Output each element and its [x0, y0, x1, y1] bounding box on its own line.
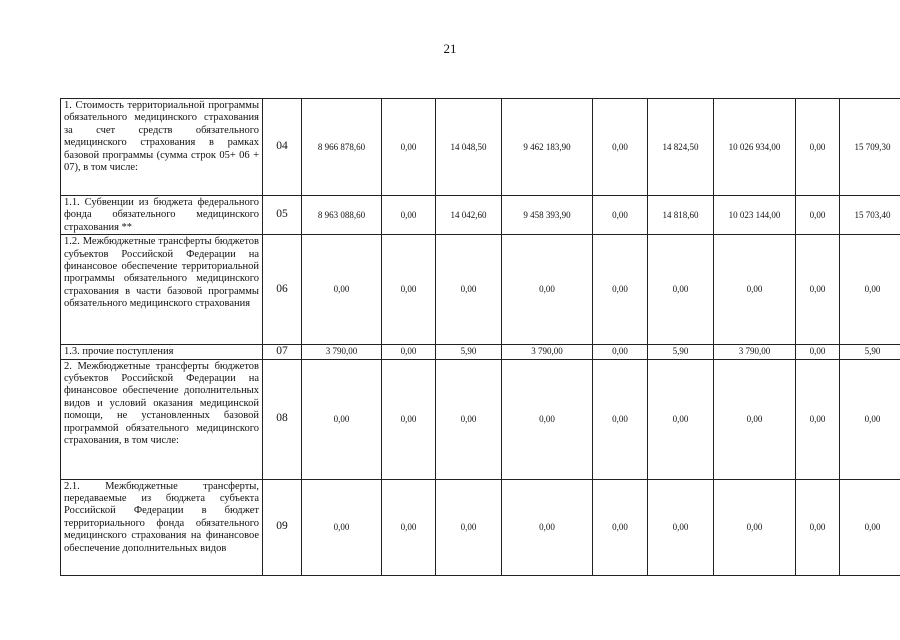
row-code: 07 [263, 345, 302, 359]
row-value: 0,00 [648, 479, 714, 575]
row-value: 0,00 [840, 359, 900, 479]
row-code: 09 [263, 479, 302, 575]
row-value: 0,00 [502, 479, 593, 575]
row-code: 04 [263, 99, 302, 196]
row-value: 10 023 144,00 [714, 196, 796, 235]
row-value: 0,00 [502, 235, 593, 345]
row-name: 1.2. Межбюджетные трансферты бюджетов субъектов Российской Федерации на финансовое обеспечение территориальной программы обязательного медицинского страхования в части базовой программы обязательного медицинского страхования [61, 235, 263, 345]
row-value: 0,00 [382, 196, 436, 235]
row-value: 10 026 934,00 [714, 99, 796, 196]
row-value: 8 966 878,60 [302, 99, 382, 196]
row-value: 0,00 [796, 479, 840, 575]
row-value: 0,00 [382, 345, 436, 359]
row-name: 1.3. прочие поступления [61, 345, 263, 359]
row-value: 0,00 [593, 196, 648, 235]
row-value: 0,00 [436, 479, 502, 575]
row-value: 0,00 [302, 479, 382, 575]
row-value: 14 042,60 [436, 196, 502, 235]
row-value: 0,00 [840, 235, 900, 345]
row-code: 08 [263, 359, 302, 479]
row-value: 0,00 [648, 359, 714, 479]
row-value: 0,00 [593, 99, 648, 196]
row-value: 9 458 393,90 [502, 196, 593, 235]
row-value: 0,00 [648, 235, 714, 345]
row-value: 0,00 [714, 235, 796, 345]
row-value: 0,00 [302, 235, 382, 345]
financing-table [60, 98, 900, 576]
table-row [61, 99, 900, 196]
row-value: 0,00 [436, 359, 502, 479]
table-row [61, 235, 900, 345]
row-value: 0,00 [382, 235, 436, 345]
page-number: 21 [443, 41, 457, 56]
row-value: 0,00 [796, 99, 840, 196]
row-value: 3 790,00 [502, 345, 593, 359]
row-value: 5,90 [648, 345, 714, 359]
row-value: 14 818,60 [648, 196, 714, 235]
row-value: 0,00 [796, 345, 840, 359]
row-value: 0,00 [796, 196, 840, 235]
row-value: 0,00 [714, 359, 796, 479]
row-name: 1. Стоимость территориальной программы обязательного медицинского страхования за счет средств обязательного медицинского страхования в рамках базовой программы (сумма строк 05+ 06 + 07), в том числе: [61, 99, 263, 196]
row-value: 15 703,40 [840, 196, 900, 235]
row-value: 0,00 [796, 235, 840, 345]
table-row [61, 196, 900, 235]
row-value: 0,00 [593, 359, 648, 479]
row-value: 0,00 [382, 479, 436, 575]
row-value: 0,00 [593, 345, 648, 359]
row-value: 3 790,00 [714, 345, 796, 359]
row-value: 0,00 [796, 359, 840, 479]
row-value: 8 963 088,60 [302, 196, 382, 235]
row-name: 2. Межбюджетные трансферты бюджетов субъектов Российской Федерации на финансовое обеспечение дополнительных видов и условий оказания медицинской помощи, не установленных базовой программой обязательного медицинского страхования, в том числе: [61, 359, 263, 479]
row-value: 0,00 [436, 235, 502, 345]
row-code: 06 [263, 235, 302, 345]
row-value: 3 790,00 [302, 345, 382, 359]
row-value: 9 462 183,90 [502, 99, 593, 196]
table-row [61, 359, 900, 479]
row-value: 14 048,50 [436, 99, 502, 196]
row-value: 0,00 [840, 479, 900, 575]
row-value: 14 824,50 [648, 99, 714, 196]
row-value: 0,00 [382, 359, 436, 479]
table-row [61, 345, 900, 359]
row-value: 0,00 [593, 479, 648, 575]
table-row [61, 479, 900, 575]
row-value: 15 709,30 [840, 99, 900, 196]
row-value: 5,90 [840, 345, 900, 359]
row-code: 05 [263, 196, 302, 235]
row-value: 0,00 [593, 235, 648, 345]
row-name: 2.1. Межбюджетные трансферты, передаваемые из бюджета субъекта Российской Федерации в бюджет территориального фонда обязательного медицинского страхования на финансовое обеспечение дополнительных видов [61, 479, 263, 575]
row-value: 0,00 [714, 479, 796, 575]
row-value: 0,00 [382, 99, 436, 196]
row-value: 5,90 [436, 345, 502, 359]
row-value: 0,00 [302, 359, 382, 479]
row-value: 0,00 [502, 359, 593, 479]
row-name: 1.1. Субвенции из бюджета федерального фонда обязательного медицинского страхования ** [61, 196, 263, 235]
